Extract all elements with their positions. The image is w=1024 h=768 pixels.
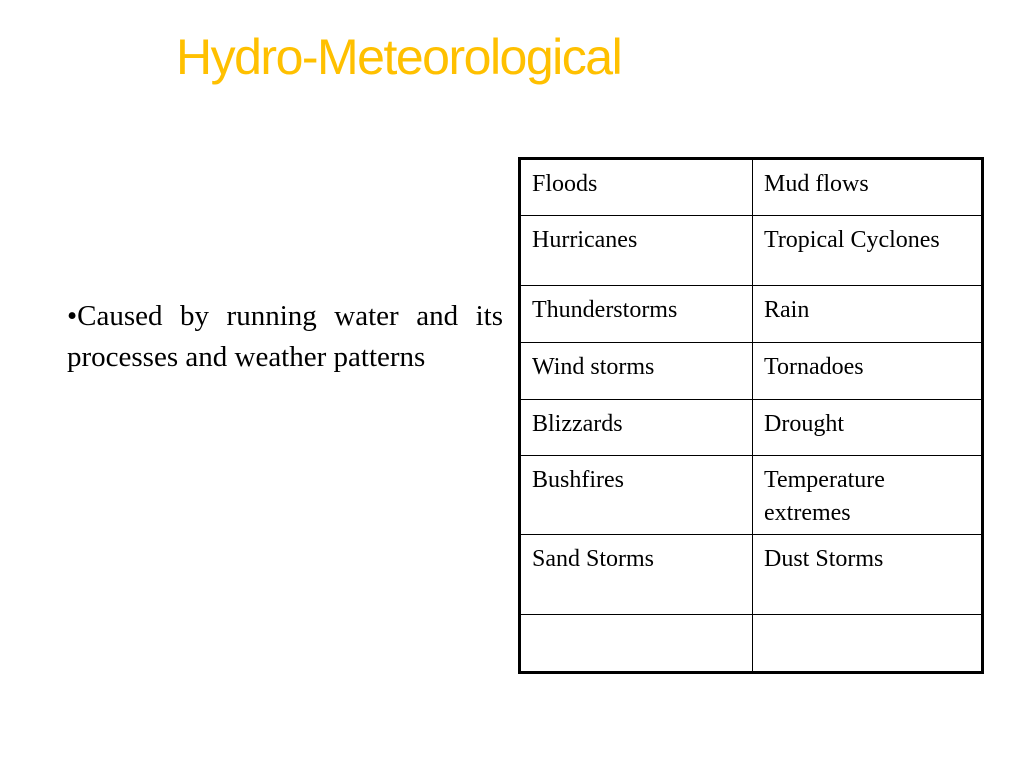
table-cell: Mud flows xyxy=(753,159,983,216)
table-cell: Drought xyxy=(753,400,983,456)
table-cell: Wind storms xyxy=(520,343,753,400)
table-row xyxy=(520,216,983,286)
bullet-point xyxy=(67,296,503,378)
bullet-text: Caused by running water and its processes and weather patterns xyxy=(67,300,503,373)
table-cell: Sand Storms xyxy=(520,535,753,615)
table-cell xyxy=(520,615,753,673)
table-cell: Thunderstorms xyxy=(520,286,753,343)
table-row xyxy=(520,456,983,535)
table-cell: Dust Storms xyxy=(753,535,983,615)
table-row xyxy=(520,400,983,456)
table-cell: Temperature extremes xyxy=(753,456,983,535)
table-cell: Tropical Cyclones xyxy=(753,216,983,286)
table-cell: Floods xyxy=(520,159,753,216)
bullet-marker: • xyxy=(67,300,78,332)
slide-title: Hydro-Meteorological xyxy=(176,29,622,85)
table-row xyxy=(520,535,983,615)
table-cell: Rain xyxy=(753,286,983,343)
table-cell xyxy=(753,615,983,673)
table-cell: Blizzards xyxy=(520,400,753,456)
table-cell: Hurricanes xyxy=(520,216,753,286)
table-cell: Tornadoes xyxy=(753,343,983,400)
table-cell: Bushfires xyxy=(520,456,753,535)
table-row xyxy=(520,286,983,343)
table-row xyxy=(520,615,983,673)
table-row xyxy=(520,159,983,216)
table-row xyxy=(520,343,983,400)
hazard-table xyxy=(518,157,984,674)
